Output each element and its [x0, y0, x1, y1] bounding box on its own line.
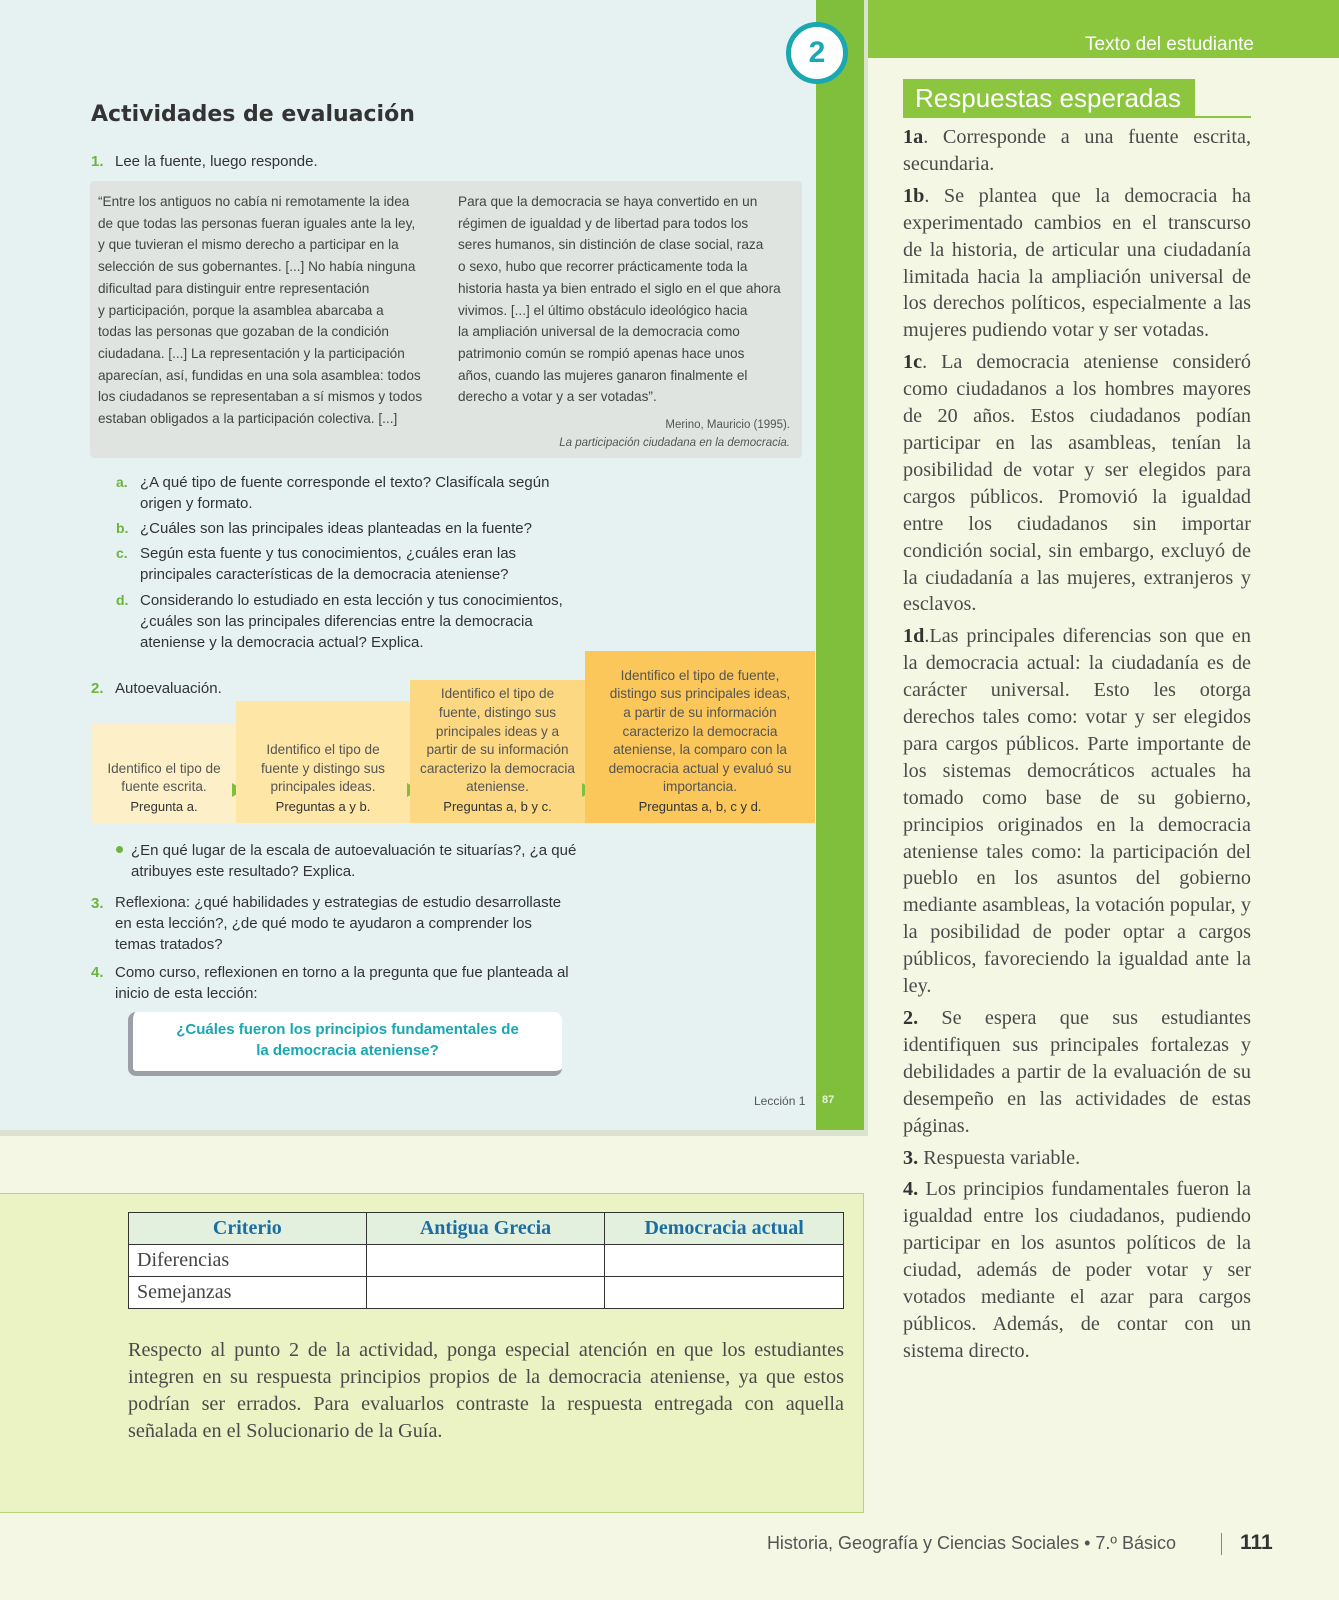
source-line: la ampliación universal de la democracia como: [458, 324, 740, 340]
key-question-box: [128, 1012, 562, 1076]
scale-line: fuente, distingo sus: [438, 705, 557, 721]
scale-line: ateniense.: [466, 779, 529, 795]
scale-step-reference: Pregunta a.: [130, 799, 198, 815]
question-line: ¿A qué tipo de fuente corresponde el texto? Clasifícala según: [140, 474, 550, 491]
answer-text: Respuesta variable.: [918, 1146, 1081, 1169]
question-line: atribuyes este resultado? Explica.: [131, 863, 356, 880]
scale-step-4: [585, 651, 815, 823]
question-c-letter: c.: [116, 545, 128, 561]
source-line: los ciudadanos se representaban a sí mismos y todos: [98, 389, 423, 405]
scale-step-reference: Preguntas a, b y c.: [443, 799, 552, 815]
table-header-cell: Criterio: [129, 1213, 367, 1245]
answer-text: . Se plantea que la democracia ha experimentado cambios en el transcurso de la historia, de articular una ciudadanía limitada hacia la ampliación universal de los derechos políticos, especialmente a las mujeres pudiendo votar y ser votadas.: [903, 184, 1251, 342]
answer-item: [903, 1176, 1251, 1364]
source-line: aparecían, así, fundidas en una sola asamblea: todos: [98, 367, 421, 383]
table-header-cell: Antigua Grecia: [366, 1213, 605, 1245]
source-excerpt-box: [90, 181, 802, 458]
question-1-number: 1.: [91, 153, 104, 170]
question-line: Según esta fuente y tus conocimientos, ¿cuáles eran las: [140, 545, 517, 562]
table-cell: [366, 1277, 605, 1309]
scale-step-3: [410, 680, 585, 823]
table-row: [129, 1277, 844, 1309]
answer-number: 3.: [903, 1146, 919, 1169]
answer-text: . Corresponde a una fuente escrita, secundaria.: [903, 126, 1251, 175]
scale-step-reference: Preguntas a y b.: [275, 799, 371, 815]
source-line: “Entre los antiguos no cabía ni remotamente la idea: [98, 194, 410, 209]
scale-line: Identifico el tipo de fuente,: [620, 667, 780, 683]
table-cell: [605, 1245, 844, 1277]
source-line: y participación, porque la asamblea abarcaba a: [98, 302, 384, 318]
scale-line: a partir de su información: [623, 705, 777, 721]
question-d-letter: d.: [116, 592, 129, 608]
scale-step-description: [92, 760, 236, 797]
answer-number: 1a: [903, 126, 924, 148]
source-line: ciudadana. [...] La representación y la participación: [98, 345, 405, 361]
question-line: principales características de la democracia ateniense?: [140, 566, 509, 583]
answer-number: 4.: [903, 1178, 919, 1201]
question-d-text: [140, 590, 563, 653]
answer-item: [903, 623, 1251, 1000]
scale-line: Identifico el tipo de: [107, 760, 221, 776]
table-header-row: [129, 1213, 844, 1245]
teacher-note-text: Respecto al punto 2 de la actividad, ponga especial atención en que los estudiantes integren en su respuesta principios propios de la democracia ateniense, ya que estos podrían ser errados. Para evaluarlos contraste la respuesta entregada con aquella señalada en el Solucionario de la Guía.: [128, 1339, 844, 1442]
question-a-text: [140, 472, 549, 514]
lesson-number-badge: 2: [786, 22, 848, 84]
scale-line: caracterizo la democracia: [622, 723, 778, 739]
question-line: inicio de esta lección:: [115, 985, 258, 1002]
scale-line: democracia actual y evaluó su: [608, 760, 792, 776]
question-2-text: Autoevaluación.: [115, 680, 222, 697]
footer-book-title: Historia, Geografía y Ciencias Sociales • 7.º Básico: [766, 1533, 1176, 1553]
question-b-letter: b.: [116, 520, 129, 536]
answer-text: Los principios fundamentales fueron la igualdad entre los ciudadanos, pudiendo participar en los asuntos políticos de la ciudad, además de poder votar y ser votados mediante el azar para cargos públicos. Además, de contar con un sistema directo.: [903, 1178, 1251, 1362]
answer-text: .Las principales diferencias son que en la democracia actual: la ciudadanía es de carácter universal. Esto les otorga derechos tales como: votar y ser elegidos para cargos públicos. Parte importante de los sistemas democráticos actuales ha tomado como base de su gobierno, principios originados en la democracia ateniense tales como: la participación del pueblo en los asuntos del gobierno mediante asambleas, la votación popular, y la posibilidad de poder optar a cargos públicos, favoreciendo la igualdad ante la ley.: [903, 625, 1251, 998]
key-question-line: la democracia ateniense?: [256, 1042, 439, 1059]
scale-step-2: [236, 701, 410, 823]
answers-title: Respuestas esperadas: [903, 79, 1195, 117]
question-line: ¿En qué lugar de la escala de autoevaluación te situarías?, ¿a qué: [131, 842, 577, 859]
source-line: y que tuvieran el mismo derecho a participar en la: [98, 237, 399, 253]
self-eval-question: [131, 840, 576, 882]
source-line: historia hasta ya bien entrado el siglo en el que ahora: [458, 280, 781, 296]
answer-item: [903, 1145, 1251, 1172]
source-line: derecho a votar y a ser votadas”.: [458, 389, 657, 405]
answer-item: [903, 349, 1251, 618]
scale-step-description: [585, 667, 815, 797]
source-line: de que todas las personas fueran iguales ante la ley,: [98, 215, 416, 231]
answer-text: . La democracia ateniense consideró como ciudadanos a los hombres mayores de 20 años. Estos ciudadanos podían participar en las asambleas, tenían la posibilidad de votar y ser elegidos para cargos públicos. Promovió la igualdad entre los ciudadanos sin importar condición social, sin embargo, excluyó de la ciudadanía a las mujeres, extranjeros y esclavos.: [903, 351, 1251, 616]
bullet-icon: [116, 846, 123, 853]
answer-number: 1d: [903, 625, 925, 648]
key-question-line: ¿Cuáles fueron los principios fundamentales de: [176, 1021, 519, 1038]
source-line: estaban obligados a la participación colectiva. [...]: [98, 411, 398, 427]
table-row: [129, 1245, 844, 1277]
citation-author: Merino, Mauricio (1995).: [665, 419, 790, 431]
source-left-column: [98, 191, 422, 430]
answer-number: 2.: [903, 1007, 919, 1029]
source-line: dificultad para distinguir entre representación: [98, 280, 370, 296]
question-c-text: [140, 543, 516, 585]
scale-step-reference: Preguntas a, b, c y d.: [638, 799, 762, 815]
comparison-table: [128, 1212, 844, 1309]
source-right-column: [458, 191, 781, 408]
answer-item: [903, 183, 1251, 344]
scale-line: distingo sus principales ideas,: [609, 686, 791, 702]
question-4-text: [115, 962, 569, 1004]
source-line: años, cuando las mujeres ganaron finalmente el: [458, 367, 748, 383]
question-1-text: Lee la fuente, luego responde.: [115, 153, 318, 170]
table-cell: [366, 1245, 605, 1277]
scale-line: partir de su información: [426, 742, 569, 758]
question-line: Reflexiona: ¿qué habilidades y estrategias de estudio desarrollaste: [115, 894, 562, 911]
table-cell: Semejanzas: [129, 1277, 367, 1309]
answer-item: [903, 1005, 1251, 1140]
answers-title-rule: [903, 116, 1251, 118]
scale-line: ateniense, la comparo con la: [613, 742, 787, 758]
question-line: temas tratados?: [115, 936, 223, 953]
answer-text: Se espera que sus estudiantes identifiquen sus principales fortalezas y debilidades a partir de la evaluación de su desempeño en las actividades de estas páginas.: [903, 1007, 1251, 1137]
source-line: régimen de igualdad y de libertad para todos los: [458, 215, 749, 231]
source-line: todas las personas que gozaban de la condición: [98, 324, 389, 340]
scale-step-description: [410, 685, 585, 797]
source-citation: [559, 416, 790, 452]
activities-title: Actividades de evaluación: [91, 102, 415, 127]
question-line: ateniense y la democracia actual? Explica.: [140, 634, 424, 651]
question-line: Considerando lo estudiado en esta lección y tus conocimientos,: [140, 592, 563, 609]
page-side-strip: [816, 0, 864, 1130]
student-page-scan: [0, 0, 868, 1136]
scale-step-description: [236, 741, 410, 797]
scale-line: fuente escrita.: [121, 779, 207, 795]
source-line: o sexo, hubo que recorrer prácticamente toda la: [458, 259, 748, 275]
answer-item: [903, 124, 1251, 178]
question-3-text: [115, 892, 561, 955]
answer-number: 1c: [903, 351, 923, 374]
scale-line: Identifico el tipo de: [440, 686, 555, 702]
question-line: Como curso, reflexionen en torno a la pregunta que fue planteada al: [115, 964, 569, 981]
source-line: vivimos. [...] el último obstáculo ideológico hacia: [458, 302, 748, 318]
scale-line: importancia.: [662, 779, 738, 795]
question-line: origen y formato.: [140, 495, 253, 512]
answer-number: 1b: [903, 184, 925, 207]
footer-separator: [1221, 1533, 1222, 1555]
citation-work: La participación ciudadana en la democracia.: [559, 437, 790, 449]
question-2-number: 2.: [91, 680, 104, 697]
question-line: ¿Cuáles son las principales ideas planteadas en la fuente?: [140, 520, 532, 537]
footer-page-number: 111: [1240, 1531, 1273, 1554]
question-b-text: [140, 518, 532, 539]
scale-line: principales ideas.: [270, 779, 376, 795]
question-3-number: 3.: [91, 895, 104, 912]
scale-step-1: [92, 723, 236, 823]
student-page-number: 87: [822, 1094, 835, 1106]
source-line: Para que la democracia se haya convertido en un: [458, 194, 758, 209]
table-cell: Diferencias: [129, 1245, 367, 1277]
table-cell: [605, 1277, 844, 1309]
question-line: ¿cuáles son las principales diferencias entre la democracia: [140, 613, 533, 630]
source-line: patrimonio común se rompió apenas hace unos: [458, 345, 745, 361]
header-bar: [868, 0, 1339, 58]
source-line: seres humanos, sin distinción de clase social, raza: [458, 237, 764, 253]
scale-line: caracterizo la democracia: [420, 760, 575, 776]
table-header-cell: Democracia actual: [605, 1213, 844, 1245]
scale-line: principales ideas y a: [435, 723, 560, 739]
source-line: selección de sus gobernantes. [...] No había ninguna: [98, 259, 416, 275]
question-a-letter: a.: [116, 474, 128, 490]
question-4-number: 4.: [91, 964, 104, 981]
scale-line: fuente y distingo sus: [261, 760, 385, 776]
scale-line: Identifico el tipo de: [266, 742, 380, 758]
header-label: Texto del estudiante: [1084, 34, 1254, 55]
lesson-label: Lección 1: [754, 1094, 806, 1108]
expected-answers: [903, 124, 1251, 1370]
question-line: en esta lección?, ¿de qué modo te ayudaron a comprender los: [115, 915, 532, 932]
